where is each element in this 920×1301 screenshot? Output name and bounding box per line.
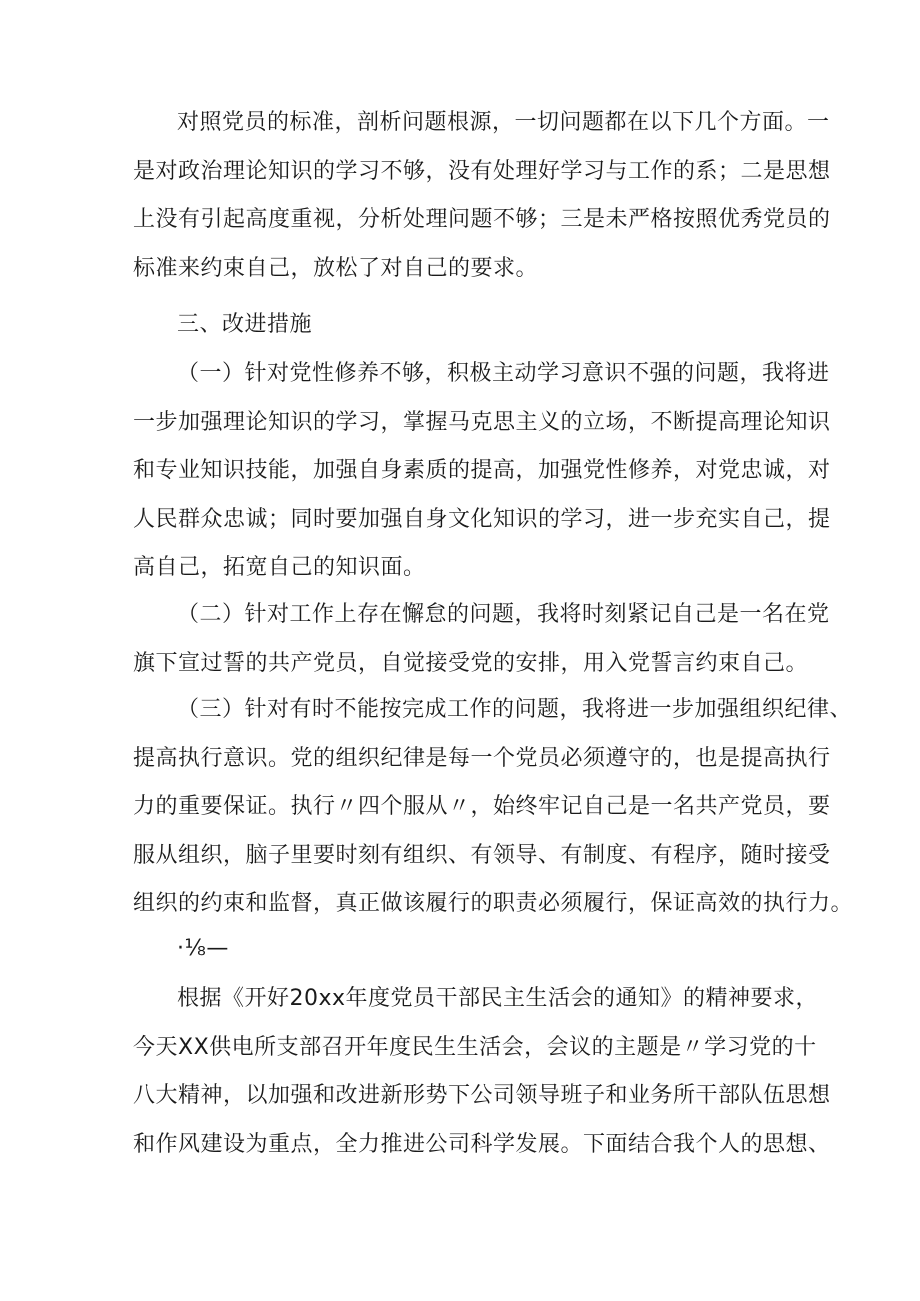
paragraph-problem-analysis	[133, 99, 831, 293]
text-line: 上没有引起高度重视，分析处理问题不够；三是未严格按照优秀党员的	[133, 207, 831, 232]
text-line: 提高执行意识。党的组织纪律是每一个党员必须遵守的，也是提高执行	[133, 745, 831, 771]
section-separator	[133, 925, 229, 974]
heading-text: 三、改进措施	[177, 312, 313, 337]
separator-text: ·⅛—	[177, 936, 229, 961]
text-line: 今天XX供电所支部召开年度民生生活会，会议的主题是〃学习党的十	[133, 1034, 817, 1060]
paragraph-measure-two	[133, 591, 830, 688]
text-line: 组织的约束和监督，真正做该履行的职责必须履行，保证高效的执行力。	[133, 891, 854, 916]
paragraph-meeting-intro	[133, 975, 831, 1169]
text-line: 人民群众忠诚；同时要加强自身文化知识的学习，进一步充实自己，提	[133, 506, 831, 532]
text-line: 是对政治理论知识的学习不够，没有处理好学习与工作的系；二是思想	[133, 158, 831, 184]
text-line: 服从组织，脑子里要时刻有组织、有领导、有制度、有程序，随时接受	[133, 842, 831, 868]
text-line: 力的重要保证。执行〃四个服从〃，始终牢记自己是一名共产党员，要	[133, 794, 831, 819]
text-line: 标准来约束自己，放松了对自己的要求。	[133, 255, 539, 281]
text-line: （一）针对党性修养不够，积极主动学习意识不强的问题，我将进	[177, 361, 830, 386]
section-heading-improvements	[133, 301, 312, 350]
text-line: 根据《开好20xx年度党员干部民主生活会的通知》的精神要求，	[177, 986, 819, 1011]
text-line: 一步加强理论知识的学习，掌握马克思主义的立场，不断提高理论知识	[133, 409, 831, 435]
text-line: 旗下宣过誓的共产党员，自觉接受党的安排，用入党誓言约束自己。	[133, 650, 809, 676]
text-line: 对照党员的标准，剖析问题根源，一切问题都在以下几个方面。一	[177, 110, 830, 135]
text-line: 八大精神，以加强和改进新形势下公司领导班子和业务所干部队伍思想	[133, 1083, 831, 1108]
text-line: （三）针对有时不能按完成工作的问题，我将进一步加强组织纪律、	[177, 697, 853, 722]
text-line: （二）针对工作上存在懈怠的问题，我将时刻紧记自己是一名在党	[177, 602, 830, 627]
text-line: 和作风建设为重点，全力推进公司科学发展。下面结合我个人的思想、	[133, 1131, 831, 1157]
paragraph-measure-one	[133, 350, 831, 593]
paragraph-measure-three	[133, 686, 853, 929]
text-line: 和专业知识技能，加强自身素质的提高，加强党性修养，对党忠诚，对	[133, 458, 831, 483]
text-line: 高自己，拓宽自己的知识面。	[133, 555, 426, 580]
